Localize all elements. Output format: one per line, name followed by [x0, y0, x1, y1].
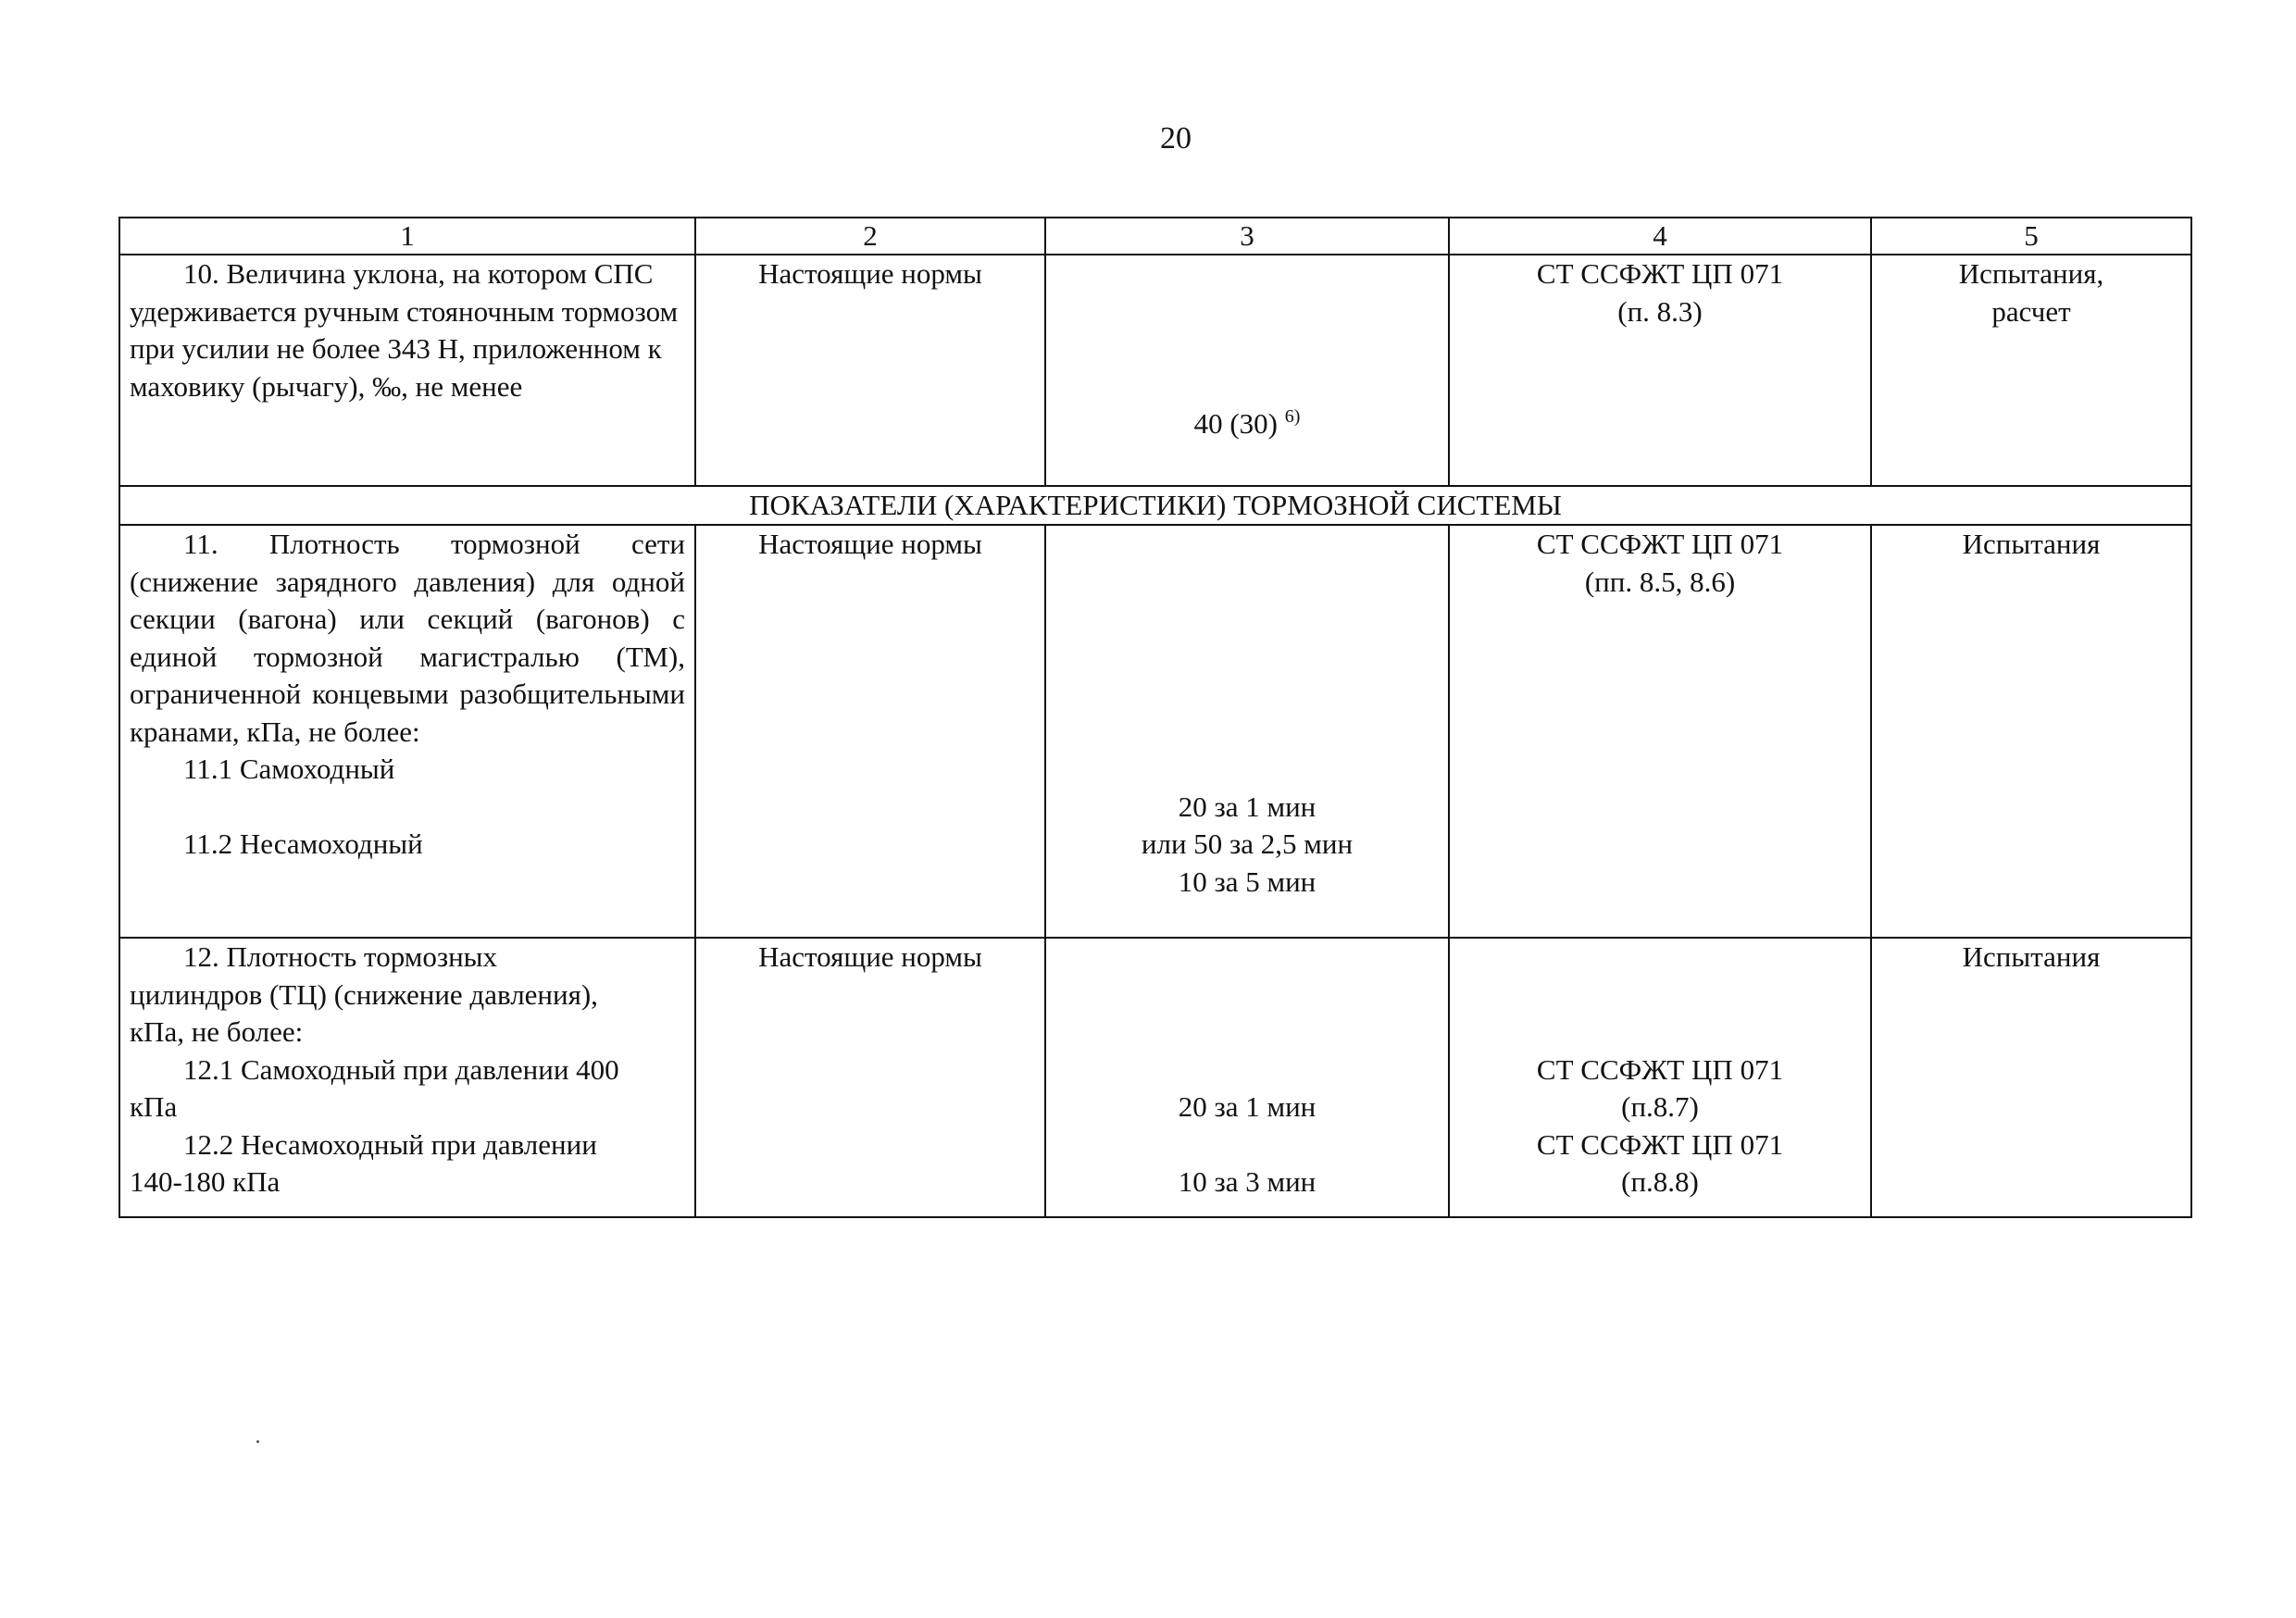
row10-method-doc: [1449, 255, 1871, 486]
row11-sub1-value-line1: 20 за 1 мин: [1178, 790, 1316, 823]
column-number-header: [119, 218, 2191, 255]
row12-sub2-value: 10 за 3 мин: [1178, 1165, 1316, 1198]
row11-description: 11. Плотность тормозной сети (снижение зарядного давления) для одной секции (вагона) или секций (вагонов) с единой тормозной магистралью (ТМ), ограниченной концевыми разобщительными кранами, кПа, не более:: [130, 528, 685, 748]
norms-table: [119, 217, 2192, 1218]
row10-value-cell: [1045, 255, 1449, 486]
row11-method-doc: [1449, 525, 1871, 938]
row12-sub2-method-title: СТ ССФЖТ ЦП 071: [1536, 1127, 1784, 1161]
table-row-10: [119, 255, 2191, 486]
row12-sub1-method-title: СТ ССФЖТ ЦП 071: [1536, 1052, 1784, 1086]
section-title: ПОКАЗАТЕЛИ (ХАРАКТЕРИСТИКИ) ТОРМОЗНОЙ СИСТЕМЫ: [119, 486, 2191, 525]
page-number: 20: [1160, 121, 1192, 156]
column-header-5: 5: [1871, 218, 2191, 255]
row12-verification: Испытания: [1871, 938, 2191, 1217]
row12-subitem-2-line1: 12.2 Несамоходный при давлении: [183, 1127, 597, 1161]
row10-description: 10. Величина уклона, на котором СПС удерживается ручным стояночным тормозом при усилии не более 343 Н, приложенном к маховику (рычагу), ‰, не менее: [119, 255, 695, 486]
row10-method-doc-clause: (п. 8.3): [1617, 294, 1703, 328]
row12-description-line1: 12. Плотность тормозных: [183, 940, 498, 973]
row11-subitem-1: 11.1 Самоходный: [183, 753, 395, 785]
row12-normative-doc: Настоящие нормы: [695, 938, 1045, 1217]
row12-description-line3: кПа, не более:: [130, 1015, 304, 1048]
row11-description-cell: [119, 525, 695, 938]
scan-speck: [256, 1440, 259, 1443]
row10-verification: [1871, 255, 2191, 486]
row12-sub2-method-clause: (п.8.8): [1621, 1165, 1699, 1198]
row11-normative-doc: Настоящие нормы: [695, 525, 1045, 938]
row12-subitem-2-line2: 140-180 кПа: [130, 1165, 281, 1198]
column-header-1: 1: [119, 218, 695, 255]
row11-sub1-value-line2: или 50 за 2,5 мин: [1141, 828, 1354, 860]
row10-value: 40 (30): [1193, 407, 1278, 440]
column-header-3: 3: [1045, 218, 1449, 255]
column-header-2: 2: [695, 218, 1045, 255]
row12-method-doc-cell: [1449, 938, 1871, 1217]
row12-subitem-1-line2: кПа: [130, 1090, 178, 1123]
row10-value-footnote: 6): [1284, 406, 1301, 427]
row11-method-doc-title: СТ ССФЖТ ЦП 071: [1536, 528, 1784, 560]
row11-sub2-value: 10 за 5 мин: [1178, 865, 1316, 898]
table-row-12: [119, 938, 2191, 1217]
row10-method-doc-title: СТ ССФЖТ ЦП 071: [1536, 257, 1784, 290]
row10-normative-doc: Настоящие нормы: [695, 255, 1045, 486]
row10-verification-line2: расчет: [1991, 294, 2071, 328]
row11-method-doc-clause: (пп. 8.5, 8.6): [1584, 565, 1736, 598]
row12-sub1-value: 20 за 1 мин: [1178, 1090, 1316, 1123]
row11-verification: Испытания: [1871, 525, 2191, 938]
row12-subitem-1-line1: 12.1 Самоходный при давлении 400: [183, 1052, 619, 1086]
section-title-row: [119, 486, 2191, 525]
row12-description-line2: цилиндров (ТЦ) (снижение давления),: [130, 977, 598, 1011]
row12-sub1-method-clause: (п.8.7): [1621, 1090, 1699, 1123]
table-row-11: [119, 525, 2191, 938]
row11-value-cell: [1045, 525, 1449, 938]
row12-description-cell: [119, 938, 695, 1217]
row10-verification-line1: Испытания,: [1958, 257, 2104, 290]
column-header-4: 4: [1449, 218, 1871, 255]
row12-value-cell: [1045, 938, 1449, 1217]
row11-subitem-2: 11.2 Несамоходный: [183, 828, 423, 860]
